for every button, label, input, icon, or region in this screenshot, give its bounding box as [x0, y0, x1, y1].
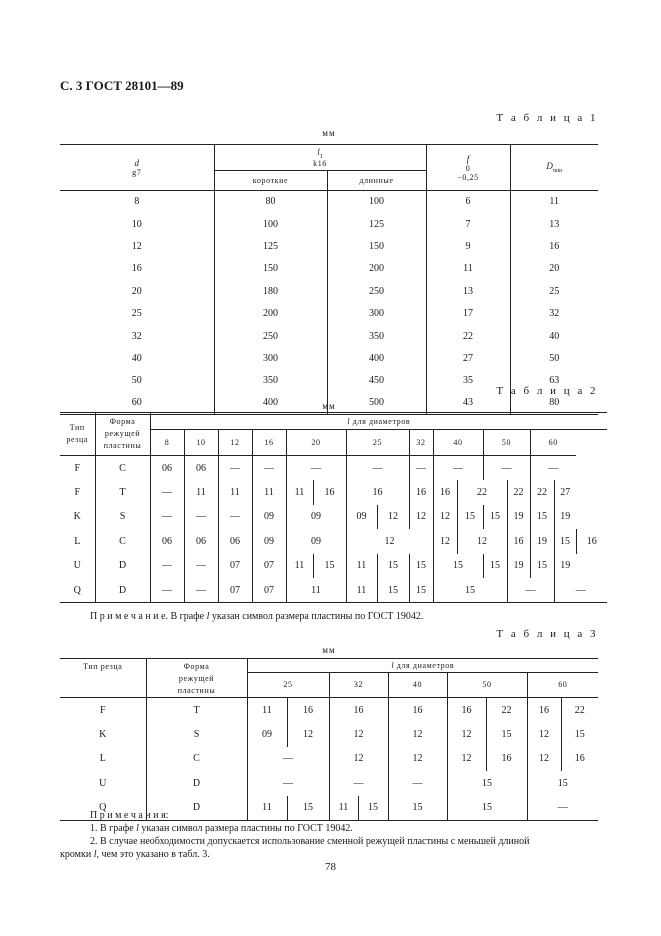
table-cell: 12 — [433, 529, 457, 554]
table-cell: 15 — [554, 529, 576, 554]
diameter-header: 40 — [388, 672, 447, 697]
table-cell: 12 — [60, 235, 214, 257]
table-row — [60, 505, 607, 530]
form-cell: T — [95, 480, 150, 505]
table-cell: 11 — [247, 796, 287, 821]
table-cell: 16 — [388, 698, 447, 723]
table-cell: 22 — [530, 480, 554, 505]
table-row — [60, 554, 607, 579]
table-cell: — — [388, 771, 447, 796]
table1 — [60, 144, 598, 415]
table1-col-l1 — [214, 145, 426, 171]
table-cell: 12 — [346, 529, 433, 554]
note-2-line2 — [60, 848, 210, 861]
table-cell: 16 — [447, 698, 486, 723]
table2-col-l — [150, 413, 607, 430]
diameter-header: 60 — [527, 672, 598, 697]
table-cell: 13 — [426, 280, 510, 302]
table-cell: 9 — [426, 235, 510, 257]
table-cell: 500 — [369, 397, 384, 409]
table2-unit: мм — [322, 401, 336, 411]
table-cell: — — [252, 456, 286, 481]
diameter-header: 50 — [483, 430, 530, 456]
table-row — [60, 258, 598, 280]
table-row — [60, 722, 598, 747]
table-cell: 16 — [433, 480, 457, 505]
table-cell: 50 — [60, 370, 214, 392]
type-cell: F — [60, 698, 146, 723]
table-cell: — — [483, 456, 530, 481]
table-cell: 35 — [426, 370, 510, 392]
table-cell: 15 — [527, 771, 598, 796]
table-cell: 15 — [530, 554, 554, 579]
table-cell: 27 — [426, 347, 510, 369]
diameter-header: 40 — [433, 430, 483, 456]
table-cell: 250 — [369, 285, 384, 297]
table-cell: 16 — [287, 698, 329, 723]
table-cell: 06 — [184, 529, 218, 554]
table-cell: 15 — [530, 505, 554, 530]
table-cell: 15 — [287, 796, 329, 821]
table-cell: 12 — [447, 722, 486, 747]
table-cell: 07 — [218, 578, 252, 603]
note2-pre: кромки — [60, 849, 94, 860]
form-cell: C — [95, 529, 150, 554]
table-cell: 300 — [214, 347, 327, 369]
table-cell: 16 — [346, 480, 409, 505]
table1-col-d — [60, 145, 214, 191]
table-cell: 15 — [447, 771, 527, 796]
diameter-header: 10 — [184, 430, 218, 456]
form-cell: S — [146, 722, 247, 747]
table-cell: 11 — [184, 480, 218, 505]
table2 — [60, 412, 607, 603]
table-cell: 15 — [377, 554, 409, 579]
table-cell: 16 — [561, 747, 598, 772]
table3 — [60, 658, 598, 821]
table3-unit: мм — [322, 645, 336, 655]
table-cell: 32 — [60, 325, 214, 347]
table-cell: 11 — [346, 554, 377, 579]
table-cell: 27 — [554, 480, 576, 505]
col-f-label: f — [466, 153, 470, 164]
table-cell: 16 — [409, 480, 433, 505]
diameter-header: 32 — [409, 430, 433, 456]
table-cell: 11 — [510, 191, 598, 213]
table-cell: 125 — [214, 235, 327, 257]
table-cell: 15 — [561, 722, 598, 747]
table-cell: 15 — [483, 554, 507, 579]
table-cell: 6 — [426, 191, 510, 213]
table-cell: 09 — [346, 505, 377, 530]
table-cell: 80 — [214, 191, 327, 213]
table-cell: 450 — [369, 375, 384, 387]
table-cell: 22 — [486, 698, 527, 723]
table-cell: 63 — [510, 370, 598, 392]
table-cell: 200 — [369, 263, 384, 275]
table-row — [60, 347, 598, 369]
type-cell: L — [60, 747, 146, 772]
table-cell: 400 — [369, 352, 384, 364]
table-cell: 12 — [388, 722, 447, 747]
table-cell: 11 — [346, 578, 377, 603]
table-cell: 09 — [252, 505, 286, 530]
table-cell: — — [218, 456, 252, 481]
table-cell: 15 — [409, 554, 433, 579]
table-cell: — — [150, 505, 184, 530]
form-cell: C — [146, 747, 247, 772]
type-cell: F — [60, 456, 95, 481]
table-row — [60, 280, 598, 302]
notes-title: П р и м е ч а н и я: — [90, 810, 169, 821]
diameter-header: 60 — [530, 430, 576, 456]
table1-col-short: короткие — [214, 171, 327, 191]
note-1 — [90, 822, 353, 835]
table-cell: 25 — [510, 280, 598, 302]
note-post: указан символ размера пластины по ГОСТ 19042. — [209, 611, 424, 622]
table-cell: — — [409, 456, 433, 481]
table-cell: 15 — [433, 578, 507, 603]
table-row — [60, 747, 598, 772]
table-cell: 19 — [554, 505, 576, 530]
table-cell: 12 — [377, 505, 409, 530]
diameter-header: 20 — [286, 430, 346, 456]
table-cell: 10 — [60, 213, 214, 235]
diameter-header: 50 — [447, 672, 527, 697]
table-cell: — — [247, 771, 329, 796]
table-cell: — — [527, 796, 598, 821]
table-row — [60, 529, 607, 554]
page-number: 78 — [325, 861, 336, 873]
note1-pre: 1. В графе — [90, 823, 137, 834]
table-cell: 12 — [329, 722, 388, 747]
table-cell: 15 — [409, 578, 433, 603]
table-cell: 15 — [433, 554, 483, 579]
col-d-sub: g7 — [132, 168, 142, 177]
table-cell: 350 — [369, 330, 384, 342]
table-cell: — — [247, 747, 329, 772]
table-cell: 16 — [527, 698, 561, 723]
table-cell: 19 — [530, 529, 554, 554]
form-cell: S — [95, 505, 150, 530]
type-cell: K — [60, 722, 146, 747]
diameter-header: 25 — [346, 430, 409, 456]
table-cell: 22 — [561, 698, 598, 723]
table-row — [60, 325, 598, 347]
table2-col-type: Тип резца — [60, 413, 95, 456]
table-cell: 22 — [426, 325, 510, 347]
table-cell: 11 — [247, 698, 287, 723]
table-cell: 17 — [426, 302, 510, 324]
table-cell: 09 — [286, 505, 346, 530]
table-cell: — — [150, 480, 184, 505]
table-cell: — — [433, 456, 483, 481]
note1-l: l — [136, 823, 139, 834]
table-cell: 43 — [426, 392, 510, 414]
table-cell: 06 — [184, 456, 218, 481]
table3-caption: Т а б л и ц а 3 — [496, 628, 598, 640]
col-d-label: d — [134, 158, 139, 168]
form-cell: D — [95, 578, 150, 603]
table3-col-form: Форма режущей пластины — [146, 659, 247, 698]
table-row — [60, 578, 607, 603]
form-cell: T — [146, 698, 247, 723]
table-cell: 100 — [369, 196, 384, 208]
table-cell: — — [184, 505, 218, 530]
table-cell: 12 — [409, 505, 433, 530]
table-cell: 16 — [60, 258, 214, 280]
table-row — [60, 456, 607, 481]
table-cell: 15 — [486, 722, 527, 747]
table-cell: 16 — [329, 698, 388, 723]
type-cell: K — [60, 505, 95, 530]
table-cell: 06 — [218, 529, 252, 554]
note-2-line1: 2. В случае необходимости допускается использование сменной режущей пластины с меньшей длиной — [90, 836, 530, 847]
table-cell: 22 — [507, 480, 530, 505]
table-cell: 07 — [218, 554, 252, 579]
table-cell: 80 — [510, 392, 598, 414]
type-cell: F — [60, 480, 95, 505]
table-cell: 40 — [510, 325, 598, 347]
table-cell: 300 — [369, 308, 384, 320]
table-cell: — — [554, 578, 607, 603]
table3-col-type: Тип резца — [60, 659, 146, 698]
table2-caption: Т а б л и ц а 2 — [496, 385, 598, 397]
table-cell: 12 — [287, 722, 329, 747]
note2-post: , чем это указано в табл. 3. — [96, 849, 210, 860]
table-cell: 16 — [313, 480, 346, 505]
table-cell: 32 — [510, 302, 598, 324]
table-cell: 07 — [252, 578, 286, 603]
table1-unit: мм — [322, 128, 336, 138]
table-cell: 15 — [483, 505, 507, 530]
col-l1-idx: 1 — [319, 153, 323, 160]
table-cell: 11 — [286, 554, 313, 579]
table-cell: 180 — [214, 280, 327, 302]
table-cell: 200 — [214, 302, 327, 324]
table-cell: 12 — [329, 747, 388, 772]
form-cell: D — [95, 554, 150, 579]
table-cell: 15 — [377, 578, 409, 603]
table-row — [60, 771, 598, 796]
table-row — [60, 213, 598, 235]
table-cell: 8 — [60, 191, 214, 213]
diameter-header: 32 — [329, 672, 388, 697]
table-cell: 11 — [329, 796, 358, 821]
table-cell: 12 — [527, 747, 561, 772]
table2-col-form: Форма режущей пластины — [95, 413, 150, 456]
table-cell: 15 — [457, 505, 483, 530]
table-cell: — — [184, 578, 218, 603]
col-l-italic: l — [391, 660, 395, 670]
type-cell: U — [60, 554, 95, 579]
table-cell: — — [184, 554, 218, 579]
table-cell: 20 — [60, 280, 214, 302]
table1-caption: Т а б л и ц а 1 — [496, 112, 598, 124]
table-row — [60, 698, 598, 723]
table1-col-f — [426, 145, 510, 191]
table-cell: 12 — [457, 529, 507, 554]
col-l1-sub: k16 — [313, 159, 327, 169]
table-cell: 12 — [388, 747, 447, 772]
table-cell: 350 — [214, 370, 327, 392]
table-cell: 11 — [286, 578, 346, 603]
diameter-header: 8 — [150, 430, 184, 456]
table-cell: 22 — [457, 480, 507, 505]
table-cell: 15 — [388, 796, 447, 821]
table-cell: 11 — [286, 480, 313, 505]
table-cell: — — [346, 456, 409, 481]
table-cell: — — [530, 456, 576, 481]
table1-col-dmin — [510, 145, 598, 191]
table-cell: 15 — [358, 796, 388, 821]
table-cell: 06 — [150, 529, 184, 554]
table-cell: 7 — [426, 213, 510, 235]
table-row — [60, 235, 598, 257]
note2-l: l — [93, 849, 97, 860]
table-row — [60, 302, 598, 324]
table-cell: — — [329, 771, 388, 796]
table-cell: 15 — [313, 554, 346, 579]
table-cell: 16 — [486, 747, 527, 772]
table-cell: — — [150, 578, 184, 603]
note1-post: указан символ размера пластины по ГОСТ 19042. — [138, 823, 353, 834]
table-cell: 16 — [507, 529, 530, 554]
table-cell: — — [507, 578, 554, 603]
table-cell: 16 — [576, 529, 607, 554]
table-cell: 12 — [527, 722, 561, 747]
type-cell: Q — [60, 578, 95, 603]
table-cell: 12 — [447, 747, 486, 772]
table-cell: 60 — [60, 392, 214, 414]
diameter-header: 16 — [252, 430, 286, 456]
table1-col-long: длинные — [327, 171, 426, 191]
type-cell: U — [60, 771, 146, 796]
type-cell: Q — [60, 796, 146, 821]
table-cell: 19 — [554, 554, 576, 579]
col-l-rest: для диаметров — [350, 416, 411, 426]
table-cell: 16 — [510, 235, 598, 257]
col-dmin-idx: min — [552, 168, 563, 174]
type-cell: L — [60, 529, 95, 554]
col-l-rest: для диаметров — [394, 660, 455, 670]
table-cell: 25 — [60, 302, 214, 324]
table-cell: 07 — [252, 554, 286, 579]
table-cell: 150 — [369, 240, 384, 252]
table-cell: 100 — [214, 213, 327, 235]
form-cell: D — [146, 771, 247, 796]
table-cell: 11 — [218, 480, 252, 505]
table-cell: 40 — [60, 347, 214, 369]
col-l-italic: l — [347, 416, 351, 426]
table-cell: 50 — [510, 347, 598, 369]
table-cell: 09 — [286, 529, 346, 554]
table-cell: 150 — [214, 258, 327, 280]
table-cell: 13 — [510, 213, 598, 235]
col-dmin-label: D — [546, 161, 553, 171]
table-cell: 400 — [214, 392, 327, 414]
table-cell: 19 — [507, 554, 530, 579]
table-cell: 09 — [252, 529, 286, 554]
page-header: С. 3 ГОСТ 28101—89 — [60, 78, 184, 93]
note-l: l — [206, 611, 210, 622]
table-row — [60, 191, 598, 213]
table-cell: 20 — [510, 258, 598, 280]
table-cell: 06 — [150, 456, 184, 481]
table-cell: 15 — [447, 796, 527, 821]
table-cell: 09 — [247, 722, 287, 747]
table-cell: 250 — [214, 325, 327, 347]
note-pre: В графе — [167, 611, 207, 622]
col-l1-label: l — [317, 146, 320, 157]
table-cell: 12 — [433, 505, 457, 530]
note-label: П р и м е ч а н и е. — [90, 611, 168, 622]
table-cell: 19 — [507, 505, 530, 530]
table-cell: 125 — [369, 218, 384, 230]
diameter-header: 25 — [247, 672, 329, 697]
table-cell: — — [286, 456, 346, 481]
col-f-sub1: 0 — [465, 163, 471, 173]
table-cell: 11 — [426, 258, 510, 280]
table-row — [60, 480, 607, 505]
table-cell: — — [218, 505, 252, 530]
table2-note — [90, 610, 600, 623]
table3-col-l — [247, 659, 598, 673]
form-cell: C — [95, 456, 150, 481]
col-f-sub2: −0,25 — [457, 172, 479, 182]
diameter-header: 12 — [218, 430, 252, 456]
form-cell: D — [146, 796, 247, 821]
table-cell: — — [150, 554, 184, 579]
table-cell: 11 — [252, 480, 286, 505]
